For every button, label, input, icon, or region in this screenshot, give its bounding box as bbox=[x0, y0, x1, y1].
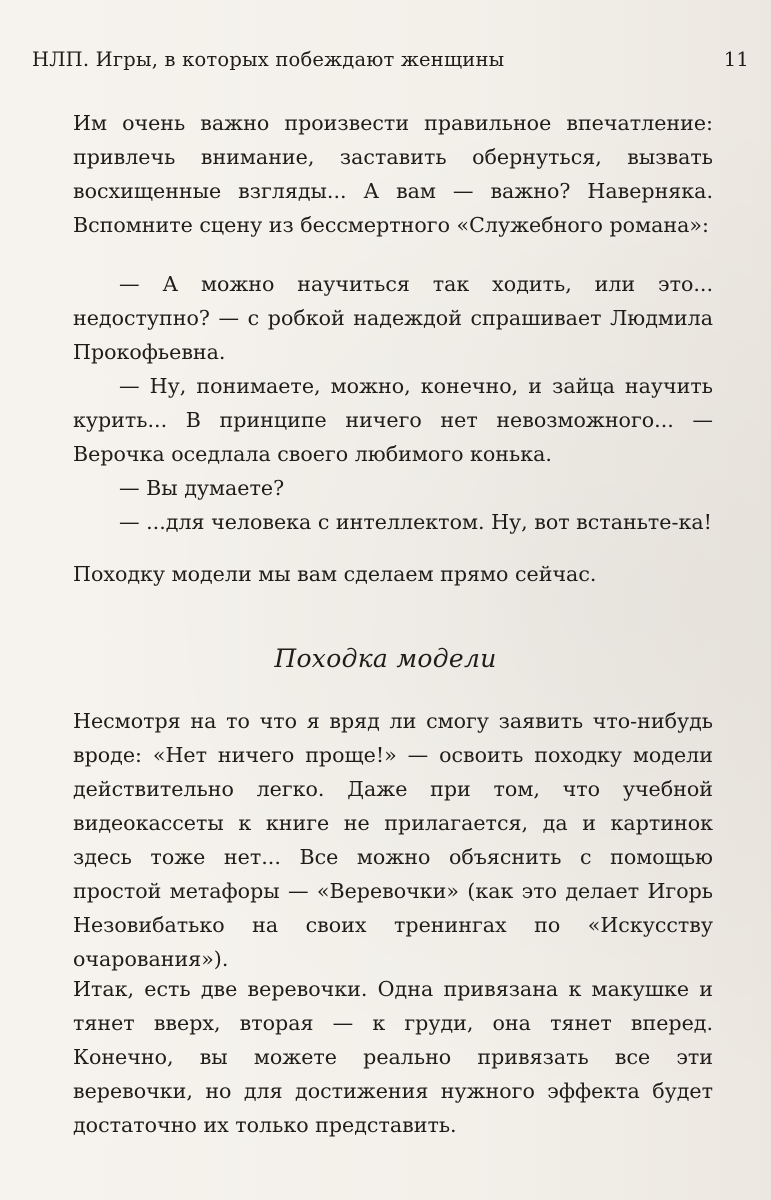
intro-paragraph-block bbox=[73, 106, 713, 242]
book-title: НЛП. Игры, в которых побеждают женщины bbox=[32, 48, 505, 71]
section-heading: Походка модели bbox=[274, 644, 497, 673]
section-paragraph-1: Несмотря на то что я вряд ли смогу заявить что-нибудь вроде: «Нет ничего проще!» — освоить походку модели действительно легко. Даже при том, что учебной видеокассеты к книге не прилагается, да и картинок здесь тоже нет... Все можно объяснить с помощью простой метафоры — «Веревочки» (как это делает Игорь Незовибатько на своих тренингах по «Искусству очарования»). bbox=[73, 709, 713, 971]
section-paragraph-2-block bbox=[73, 972, 713, 1142]
dialog-line-1: — А можно научиться так ходить, или это... недоступно? — с робкой надеждой спрашивает Людмила Прокофьевна. bbox=[73, 272, 713, 364]
dialog-block bbox=[73, 267, 713, 539]
section-paragraph-2: Итак, есть две веревочки. Одна привязана к макушке и тянет вверх, вторая — к груди, она тянет вперед. Конечно, вы можете реально привязать все эти веревочки, но для достижения нужного эффекта будет достаточно их только представить. bbox=[73, 977, 713, 1137]
dialog-line-4: — ...для человека с интеллектом. Ну, вот встаньте-ка! bbox=[119, 510, 712, 534]
intro-paragraph: Им очень важно произвести правильное впечатление: привлечь внимание, заставить обернуться, вызвать восхищенные взгляды... А вам — важно? Наверняка. Вспомните сцену из бессмертного «Служебного романа»: bbox=[73, 111, 713, 237]
promise-block bbox=[73, 557, 713, 591]
promise-paragraph: Походку модели мы вам сделаем прямо сейчас. bbox=[73, 562, 597, 586]
running-header bbox=[32, 48, 749, 74]
page-number: 11 bbox=[723, 48, 749, 71]
section-paragraph-1-block bbox=[73, 704, 713, 976]
dialog-line-3: — Вы думаете? bbox=[119, 476, 285, 500]
dialog-line-2: — Ну, понимаете, можно, конечно, и зайца научить курить... В принципе ничего нет невозможного... — Верочка оседлала своего любимого конька. bbox=[73, 374, 713, 466]
